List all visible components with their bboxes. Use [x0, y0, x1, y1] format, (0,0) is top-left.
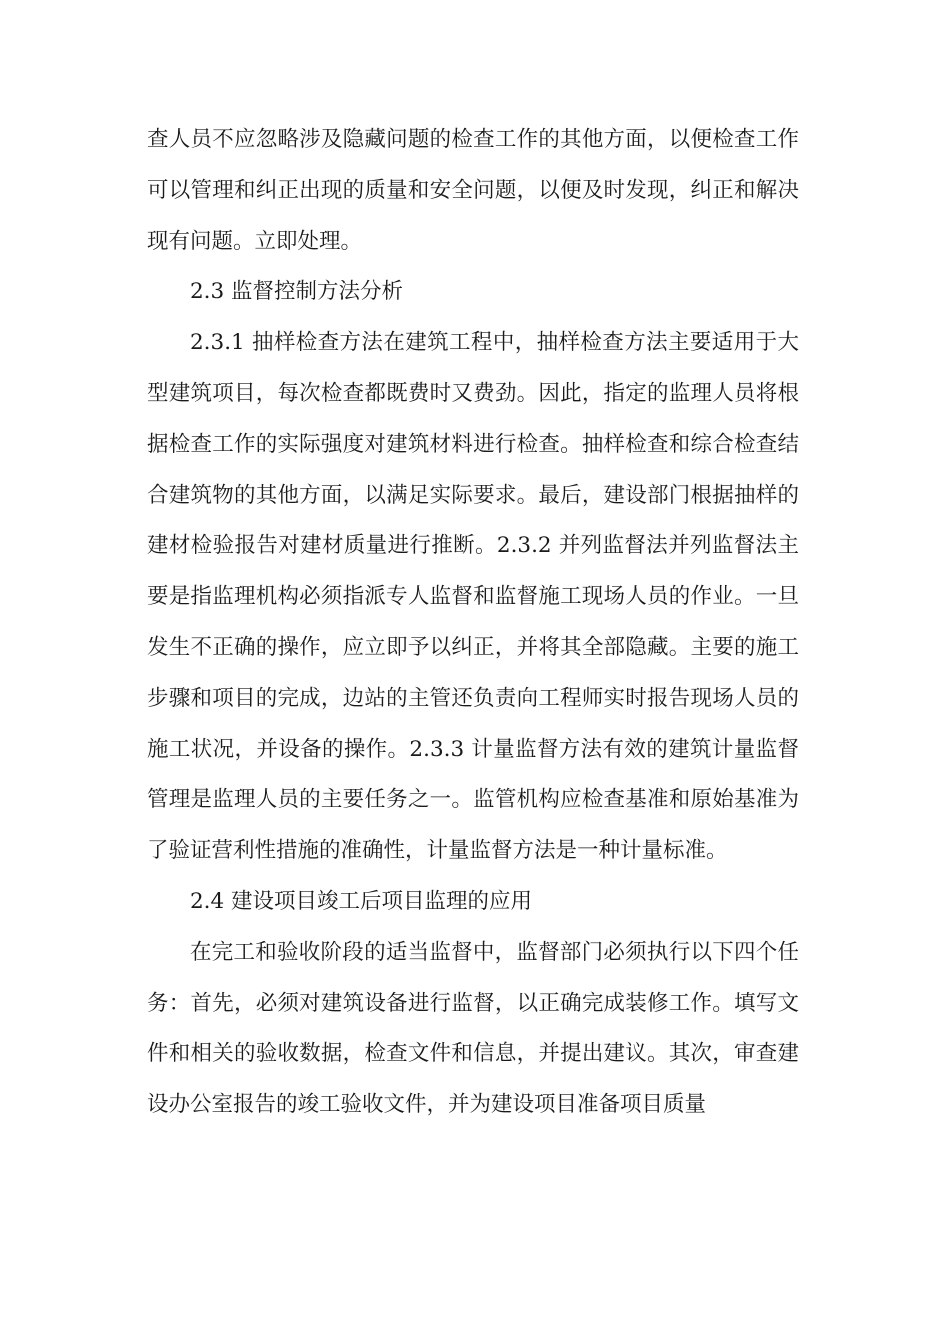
section-heading-2-3: 2.3 监督控制方法分析: [190, 279, 404, 305]
document-body: [147, 115, 799, 1131]
paragraph-continuation: 查人员不应忽略涉及隐藏问题的检查工作的其他方面，以便检查工作可以管理和纠正出现的质量和安全问题，以便及时发现，纠正和解决现有问题。立即处理。: [147, 127, 799, 254]
paragraph-completion-acceptance: 在完工和验收阶段的适当监督中，监督部门必须执行以下四个任务：首先，必须对建筑设备进行监督，以正确完成装修工作。填写文件和相关的验收数据，检查文件和信息，并提出建议。其次，审查建设办公室报告的竣工验收文件，并为建设项目准备项目质量: [147, 939, 799, 1118]
paragraph-supervision-methods: 2.3.1 抽样检查方法在建筑工程中，抽样检查方法主要适用于大型建筑项目，每次检查都既费时又费劲。因此，指定的监理人员将根据检查工作的实际强度对建筑材料进行检查。抽样检查和综合检查结合建筑物的其他方面，以满足实际要求。最后，建设部门根据抽样的建材检验报告对建材质量进行推断。2.3.2 并列监督法并列监督法主要是指监理机构必须指派专人监督和监督施工现场人员的作业。一旦发生不正确的操作，应立即予以纠正，并将其全部隐藏。主要的施工步骤和项目的完成，边站的主管还负责向工程师实时报告现场人员的施工状况，并设备的操作。2.3.3 计量监督方法有效的建筑计量监督管理是监理人员的主要任务之一。监管机构应检查基准和原始基准为了验证营利性措施的准确性，计量监督方法是一种计量标准。: [147, 330, 799, 864]
section-heading-2-4: 2.4 建设项目竣工后项目监理的应用: [190, 888, 533, 914]
